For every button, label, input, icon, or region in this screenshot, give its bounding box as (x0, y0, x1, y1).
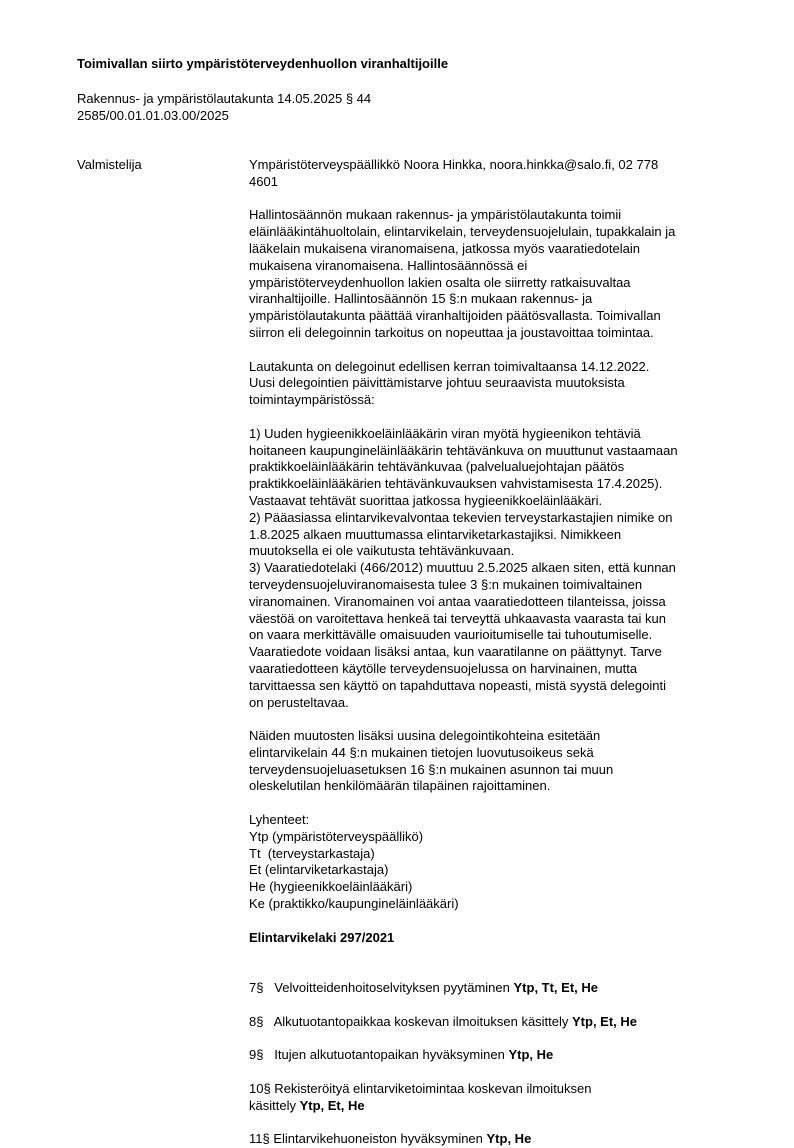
paragraph-changes-list: 1) Uuden hygieenikkoeläinlääkärin viran myötä hygieenikon tehtäviä hoitaneen kaupungineläinlääkärin tehtävänkuva on muuttunut vastaamaan praktikkoeläinlääkärin tehtävänkuvaa (palvelualuejohtajan päätös praktikkoeläinlääkärien tehtävänkuvauksen vahvistamisesta 17.4.2025). Vastaavat tehtävät suorittaa jatkossa hygieenikkoeläinlääkäri. 2) Pääasiassa elintarvikevalvontaa tekevien terveystarkastajien nimike on 1.8.2025 alkaen muuttumassa elintarviketarkastajiksi. Nimikkeen muutoksella ei ole vaikutusta tehtävänkuvaan. 3) Vaaratiedotelaki (466/2012) muuttuu 2.5.2025 alkaen siten, että kunnan terveydensuojeluviranomaisesta tulee 3 §:n mukainen toimivaltainen viranomainen. Viranomainen voi antaa vaaratiedotteen tilanteissa, joissa väestöä on varoitettava henkeä tai terveyttä uhkaavasta vaarasta tai kun on vaara merkittävälle omaisuuden vaurioitumiselle tai tuhoutumiselle. Vaaratiedote voidaan lisäksi antaa, kun vaaratilanne on päättynyt. Tarve vaaratiedotteen käytölle terveydensuojelussa on harvinainen, mutta tarvittaessa sen käyttö on tapahduttava nopeasti, mistä syystä delegointi on perusteltavaa. (249, 425, 678, 710)
record-number: 2585/00.01.01.03.00/2025 (77, 107, 229, 123)
law-section-roles: Ytp, He (486, 1131, 532, 1147)
abbreviation-item: Ke (praktikko/kaupungineläinlääkäri) (249, 896, 459, 912)
preparer-label: Valmistelija (77, 157, 142, 172)
law-sections (249, 963, 739, 1148)
abbreviations-block (249, 812, 739, 913)
paragraph-delegation-history: Lautakunta on delegoinut edellisen kerran toimivaltaansa 14.12.2022. Uusi delegointien päivittämistarve johtuu seuraavista muutoksista toimintaympäristössä: (249, 358, 650, 408)
law-section-roles: Ytp, Tt, Et, He (513, 980, 598, 996)
abbreviation-item: Ytp (ympäristöterveyspäällikö) (249, 828, 424, 844)
law-heading: Elintarvikelaki 297/2021 (249, 929, 395, 945)
law-section (249, 1064, 739, 1114)
abbreviation-item: Et (elintarviketarkastaja) (249, 862, 389, 878)
law-section-text: 7§ Velvoitteidenhoitoselvityksen pyytäminen (249, 980, 514, 996)
law-section-text: 8§ Alkutuotantopaikkaa koskevan ilmoituksen käsittely (249, 1013, 573, 1029)
abbreviations-heading: Lyhenteet: (249, 812, 310, 828)
law-section-roles: Ytp, Et, He (572, 1013, 638, 1029)
preparer-value: Ympäristöterveyspäällikkö Noora Hinkka, noora.hinkka@salo.fi, 02 778 4601 (249, 157, 659, 189)
law-section (249, 1114, 739, 1148)
law-section (249, 963, 739, 997)
paragraph-authority: Hallintosäännön mukaan rakennus- ja ympäristölautakunta toimii eläinlääkintähuoltolain, elintarvikelain, terveydensuojelulain, tupakkalain ja lääkelain mukaisena viranomaisena, jatkossa myös vaaratiedotelain mukaisena viranomaisena. Hallintosäännössä ei ympäristöterveydenhuollon lakien osalta ole siirretty ratkaisuvaltaa viranhaltijoille. Hallintosäännön 15 §:n mukaan rakennus- ja ympäristölautakunta päättää viranhaltijoiden päätösvallasta. Toimivallan siirron eli delegoinnin tarkoitus on nopeuttaa ja joustavoittaa toimintaa. (249, 207, 676, 340)
document-body (249, 157, 739, 1148)
paragraph-new-delegations: Näiden muutosten lisäksi uusina delegointikohteina esitetään elintarvikelain 44 §:n mukainen tietojen luovutusoikeus sekä terveydensuojeluasetuksen 16 §:n mukainen asunnon tai muun oleskelutilan henkilömäärän tilapäinen rajoittaminen. (249, 728, 614, 794)
law-section (249, 997, 739, 1031)
law-section-text: 11§ Elintarvikehuoneiston hyväksyminen (249, 1131, 487, 1147)
law-section-text: 10§ Rekisteröityä elintarviketoimintaa koskevan ilmoituksen käsittely (249, 1080, 592, 1113)
board-meeting-line: Rakennus- ja ympäristölautakunta 14.05.2025 § 44 (77, 91, 372, 106)
law-section-text: 9§ Itujen alkutuotantopaikan hyväksyminen (249, 1047, 509, 1063)
law-section-roles: Ytp, Et, He (299, 1097, 365, 1113)
abbreviation-item: He (hygieenikkoeläinlääkäri) (249, 879, 413, 895)
meeting-meta (77, 91, 577, 124)
document-title: Toimivallan siirto ympäristöterveydenhuollon viranhaltijoille (77, 56, 449, 71)
abbreviation-item: Tt (terveystarkastaja) (249, 845, 375, 861)
law-section (249, 1030, 739, 1064)
law-section-roles: Ytp, He (508, 1047, 554, 1063)
